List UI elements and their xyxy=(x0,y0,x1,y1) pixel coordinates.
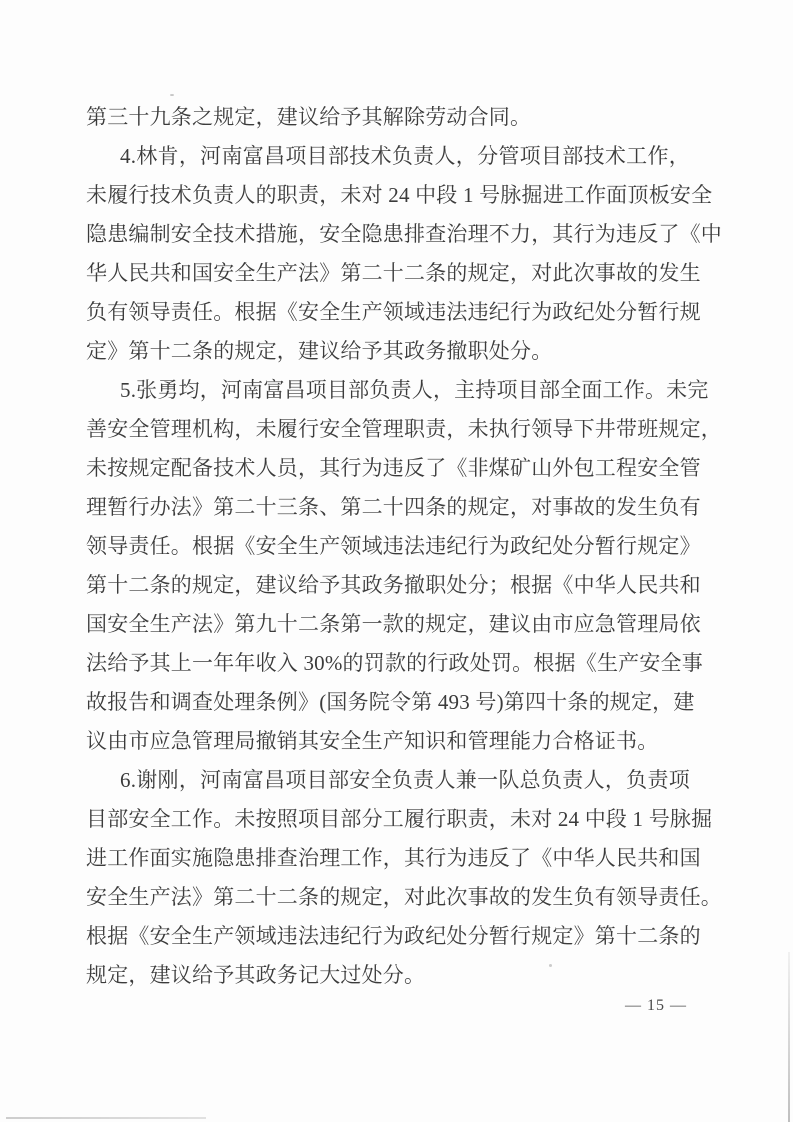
text-line: 故报告和调查处理条例》(国务院令第 493 号)第四十条的规定，建 xyxy=(86,690,695,714)
text-line: 6.谢刚，河南富昌项目部安全负责人兼一队总负责人，负责项 xyxy=(120,768,690,792)
text-line: 规定，建议给予其政务记大过处分。 xyxy=(86,963,426,987)
text-line: 第三十九条之规定，建议给予其解除劳动合同。 xyxy=(86,105,532,129)
text-line: 法给予其上一年年收入 30%的罚款的行政处罚。根据《生产安全事 xyxy=(86,651,703,675)
text-line: 议由市应急管理局撤销其安全生产知识和管理能力合格证书。 xyxy=(86,729,659,753)
scan-edge-artifact xyxy=(788,952,790,1122)
text-line: 理暂行办法》第二十三条、第二十四条的规定，对事故的发生负有 xyxy=(86,495,701,519)
text-line: 4.林肯，河南富昌项目部技术负责人，分管项目部技术工作， xyxy=(120,144,690,168)
text-line: 目部安全工作。未按照项目部分工履行职责，未对 24 中段 1 号脉掘 xyxy=(86,807,713,831)
text-line: 第十二条的规定，建议给予其政务撤职处分；根据《中华人民共和 xyxy=(86,573,701,597)
text-line: 定》第十二条的规定，建议给予其政务撤职处分。 xyxy=(86,339,553,363)
text-line: 5.张勇均，河南富昌项目部负责人，主持项目部全面工作。未完 xyxy=(120,378,709,402)
scan-speck xyxy=(170,94,174,96)
text-line: 国安全生产法》第九十二条第一款的规定，建议由市应急管理局依 xyxy=(86,612,701,636)
scan-bottom-artifact xyxy=(6,1117,206,1119)
page-number: — 15 — xyxy=(625,997,687,1014)
text-line: 华人民共和国安全生产法》第二十二条的规定，对此次事故的发生 xyxy=(86,261,701,285)
text-line: 未履行技术负责人的职责，未对 24 中段 1 号脉掘进工作面顶板安全 xyxy=(86,183,713,207)
text-line: 根据《安全生产领域违法违纪行为政纪处分暂行规定》第十二条的 xyxy=(86,924,701,948)
text-line: 负有领导责任。根据《安全生产领域违法违纪行为政纪处分暂行规 xyxy=(86,300,701,324)
text-line: 善安全管理机构，未履行安全管理职责，未执行领导下井带班规定， xyxy=(86,417,722,441)
text-line: 隐患编制安全技术措施，安全隐患排查治理不力，其行为违反了《中 xyxy=(86,222,722,246)
text-line: 未按规定配备技术人员，其行为违反了《非煤矿山外包工程安全管 xyxy=(86,456,701,480)
text-line: 进工作面实施隐患排查治理工作，其行为违反了《中华人民共和国 xyxy=(86,846,701,870)
text-line: 安全生产法》第二十二条的规定，对此次事故的发生负有领导责任。 xyxy=(86,885,722,909)
document-body-text xyxy=(86,98,722,995)
text-line: 领导责任。根据《安全生产领域违法违纪行为政纪处分暂行规定》 xyxy=(86,534,701,558)
